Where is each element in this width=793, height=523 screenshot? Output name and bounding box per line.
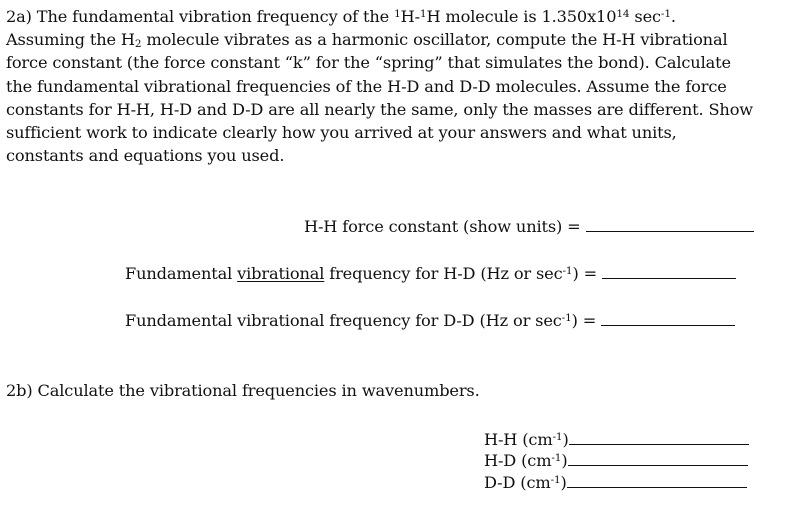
answer-dd-frequency-blank[interactable] <box>601 311 735 326</box>
question-2a-line-7: constants and equations you used. <box>6 146 285 166</box>
question-2a-line-3: force constant (the force constant “k” for the “spring” that simulates the bond). Calculate <box>6 53 731 73</box>
answer-hd-frequency-blank[interactable] <box>602 264 736 279</box>
question-2a-line-1: 2a) The fundamental vibration frequency of the $^1$H-$^1$H molecule is $1.350x10^{14}$ $\sec^{-1}$. <box>6 7 676 26</box>
answer-hh-wavenumber: H-H $(cm^{-1})$ <box>484 429 749 450</box>
answer-hd-wavenumber: H-D $(cm^{-1})$ <box>484 450 748 471</box>
answer-dd-wavenumber-blank[interactable] <box>567 473 747 488</box>
question-2a-line-5: constants for H-H, H-D and D-D are all nearly the same, only the masses are different. Show <box>6 99 753 119</box>
answer-hh-force-constant-blank[interactable] <box>586 217 754 232</box>
answer-dd-wavenumber: D-D $(cm^{-1})$ <box>484 472 747 493</box>
answer-hd-frequency: Fundamental vibrational frequency for H-D (Hz or $\sec^{-1}$) = <box>125 264 736 284</box>
answer-hh-force-constant-label: H-H force constant (show units) = <box>304 217 586 236</box>
answer-hd-wavenumber-blank[interactable] <box>568 451 748 466</box>
question-2a-line-6: sufficient work to indicate clearly how you arrived at your answers and what units, <box>6 123 677 143</box>
answer-dd-frequency: Fundamental vibrational frequency for D-D (Hz or $\sec^{-1}$) = <box>125 311 735 331</box>
question-2a-line-2: Assuming the $H_2$ molecule vibrates as a harmonic oscillator, compute the H-H vibrational <box>6 30 728 51</box>
answer-hh-force-constant <box>304 217 754 237</box>
question-2a-line-4: the fundamental vibrational frequencies of the H-D and D-D molecules. Assume the force <box>6 76 727 96</box>
question-2b-text: 2b) Calculate the vibrational frequencies in wavenumbers. <box>6 381 480 400</box>
question-2a-text <box>6 5 788 167</box>
underlined-word-vibrational: vibrational <box>237 264 325 283</box>
answer-hh-wavenumber-blank[interactable] <box>569 430 749 445</box>
